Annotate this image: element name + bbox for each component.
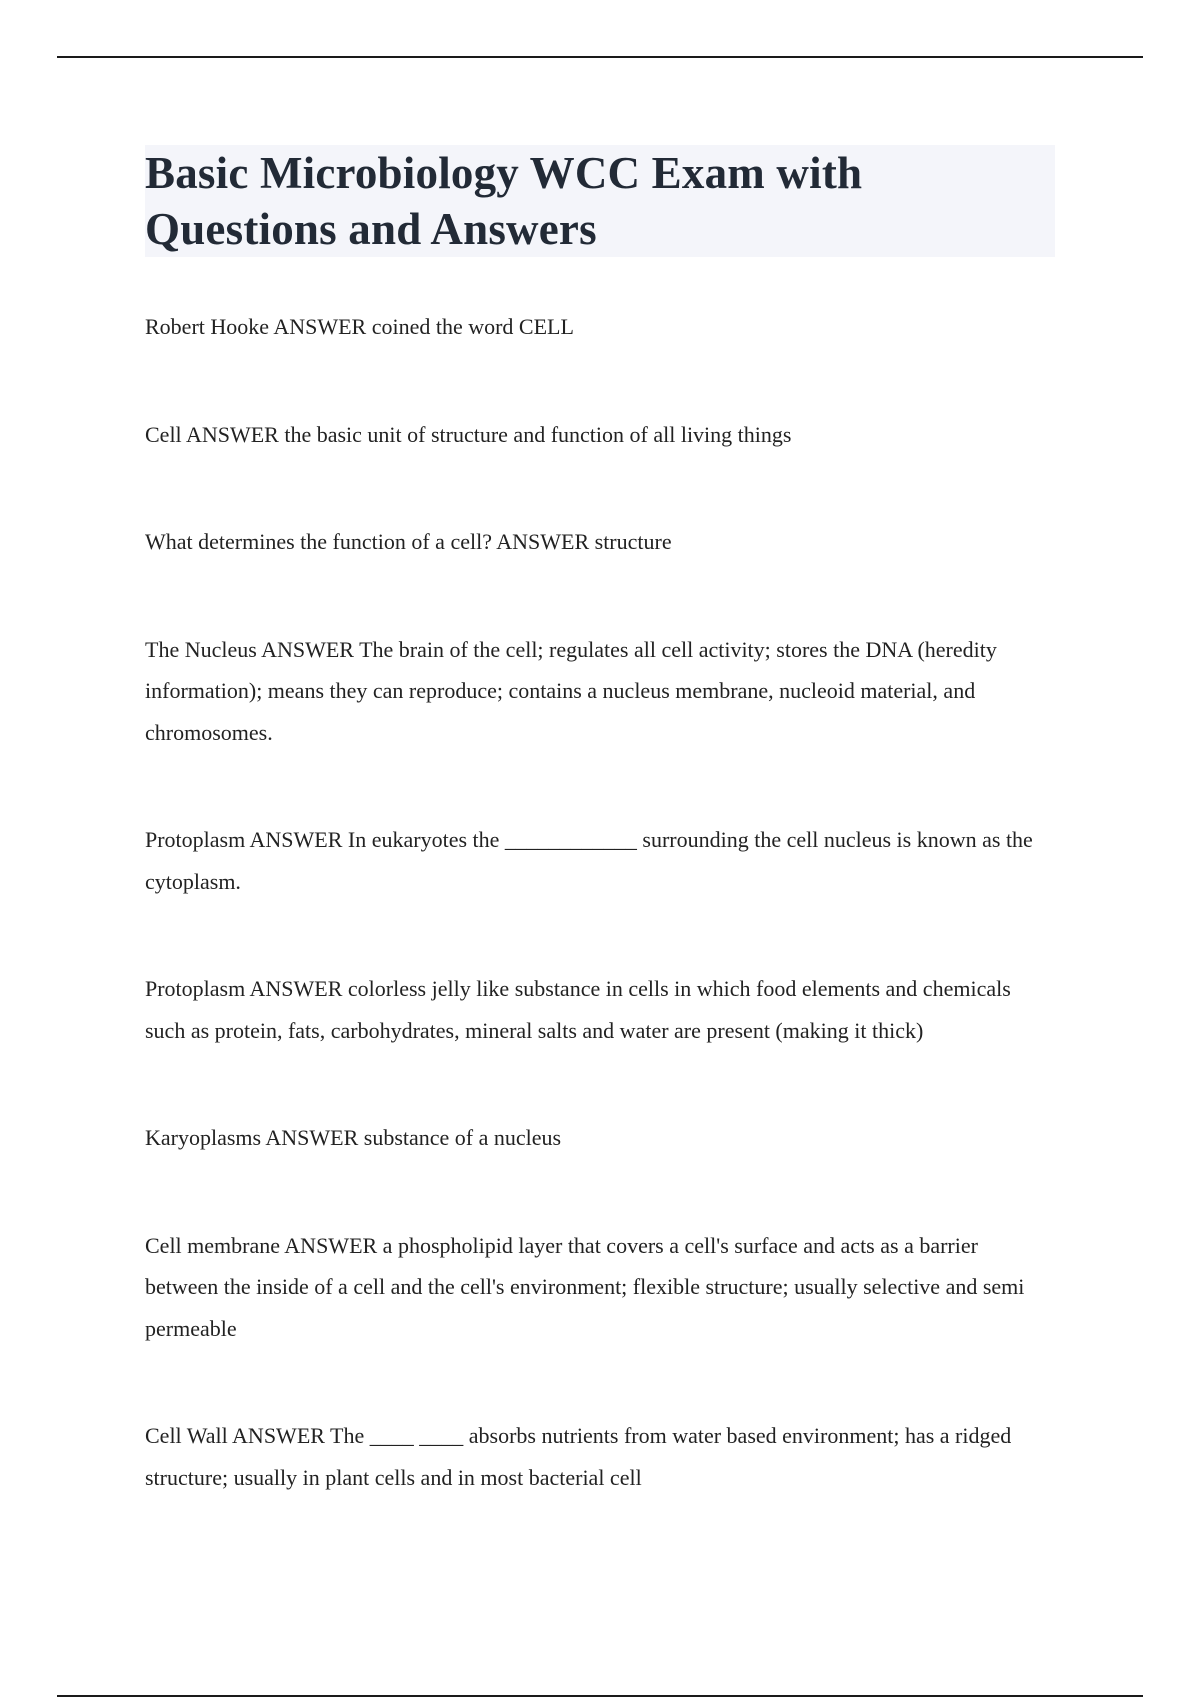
qa-entry: Robert Hooke ANSWER coined the word CELL	[145, 314, 574, 339]
top-rule	[57, 56, 1143, 58]
qa-list	[145, 306, 1055, 1498]
bottom-rule	[57, 1695, 1143, 1697]
qa-entry: Protoplasm ANSWER colorless jelly like substance in cells in which food elements and chemicals such as protein, fats, carbohydrates, mineral salts and water are present (making it thick)	[145, 976, 1011, 1043]
qa-entry: Cell Wall ANSWER The ____ ____ absorbs nutrients from water based environment; has a ridged structure; usually in plant cells and in most bacterial cell	[145, 1423, 1012, 1490]
document-title: Basic Microbiology WCC Exam with Questions and Answers	[145, 148, 863, 254]
qa-entry: Karyoplasms ANSWER substance of a nucleus	[145, 1125, 562, 1150]
qa-entry: What determines the function of a cell? ANSWER structure	[145, 529, 672, 554]
qa-entry: Cell ANSWER the basic unit of structure and function of all living things	[145, 421, 792, 447]
qa-entry: The Nucleus ANSWER The brain of the cell; regulates all cell activity; stores the DNA (heredity information); means they can reproduce; contains a nucleus membrane, nucleoid material, and chromosomes.	[145, 636, 997, 745]
title-block	[145, 145, 1055, 257]
qa-entry: Cell membrane ANSWER a phospholipid layer that covers a cell's surface and acts as a barrier between the inside of a cell and the cell's environment; flexible structure; usually selective and semi permeable	[145, 1232, 1025, 1341]
qa-entry: Protoplasm ANSWER In eukaryotes the ____________ surrounding the cell nucleus is known as the cytoplasm.	[145, 827, 1033, 894]
